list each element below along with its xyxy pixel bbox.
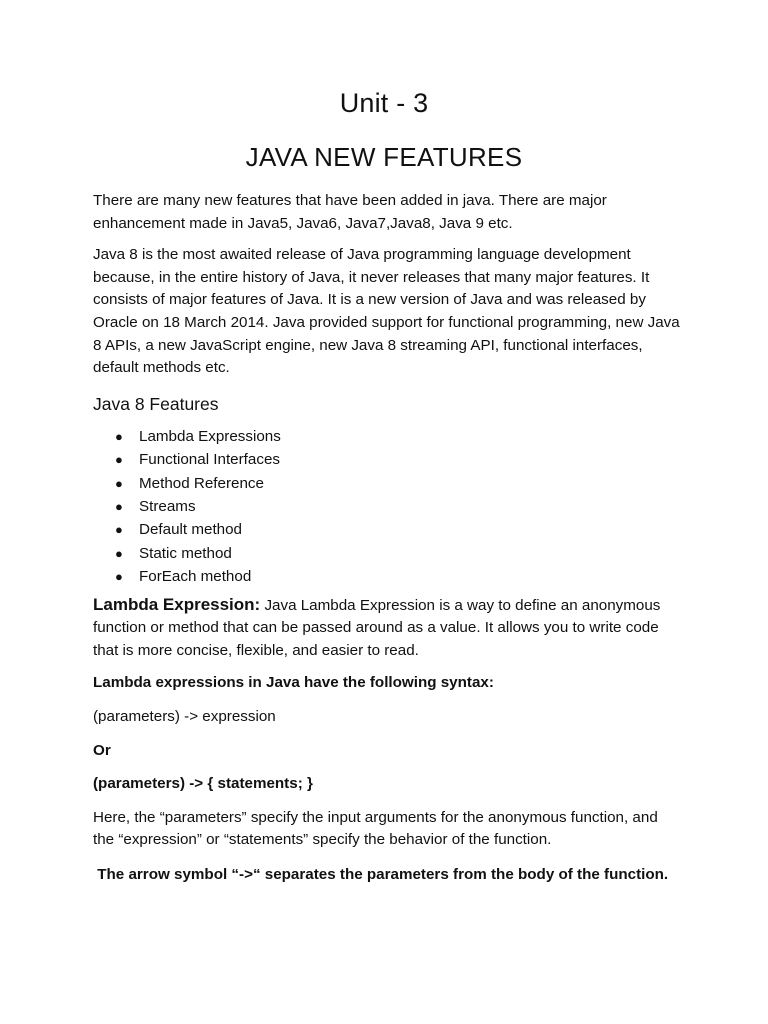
or-label: Or (93, 741, 111, 759)
bullet-icon: ● (115, 498, 123, 514)
list-item (93, 425, 683, 448)
feature-label: ForEach method (139, 568, 252, 586)
list-item (93, 448, 683, 471)
java8-paragraph: Java 8 is the most awaited release of Java programming language development because, in the entire history of Java, it never releases that many major features. It consists of major features of Java. It is a new version of Java and was released by Oracle on 18 March 2014. Java provided support for functional programming, new Java 8 APIs, a new JavaScript engine, new Java 8 streaming API, functional interfaces, default methods etc. (93, 246, 680, 377)
unit-heading: Unit - 3 (339, 88, 429, 118)
bullet-icon: ● (115, 475, 123, 491)
list-item (93, 495, 683, 518)
document-title: JAVA NEW FEATURES (245, 142, 523, 172)
bullet-icon: ● (115, 545, 123, 561)
list-item (93, 542, 683, 565)
bullet-icon: ● (115, 452, 123, 468)
feature-label: Method Reference (139, 474, 264, 492)
arrow-note: The arrow symbol “->“ separates the parameters from the body of the function. (93, 865, 669, 883)
feature-label: Static method (139, 544, 232, 562)
feature-label: Streams (139, 497, 196, 515)
bullet-icon: ● (115, 522, 123, 538)
features-list (93, 425, 683, 589)
document-body (93, 190, 683, 887)
lambda-text: Java Lambda Expression is a way to define an anonymous function or method that can be passed around as a value. It allows you to write code that is more concise, flexible, and easier to read. (93, 596, 661, 659)
intro-paragraph: There are many new features that have been added in java. There are major enhancement made in Java5, Java6, Java7,Java8, Java 9 etc. (93, 192, 607, 232)
list-item (93, 565, 683, 588)
lambda-paragraph (93, 594, 683, 663)
feature-label: Functional Interfaces (139, 451, 280, 469)
feature-label: Lambda Expressions (139, 427, 281, 445)
list-item (93, 472, 683, 495)
feature-label: Default method (139, 521, 242, 539)
syntax-expression: (parameters) -> expression (93, 707, 276, 725)
features-heading: Java 8 Features (93, 393, 219, 414)
syntax-heading: Lambda expressions in Java have the following syntax: (93, 674, 494, 692)
list-item (93, 518, 683, 541)
syntax-statements: (parameters) -> { statements; } (93, 775, 313, 793)
bullet-icon: ● (115, 428, 123, 444)
bullet-icon: ● (115, 569, 123, 585)
explanation-paragraph: Here, the “parameters” specify the input arguments for the anonymous function, and the “expression” or “statements” specify the behavior of the function. (93, 808, 658, 849)
lambda-label: Lambda Expression: (93, 594, 261, 614)
